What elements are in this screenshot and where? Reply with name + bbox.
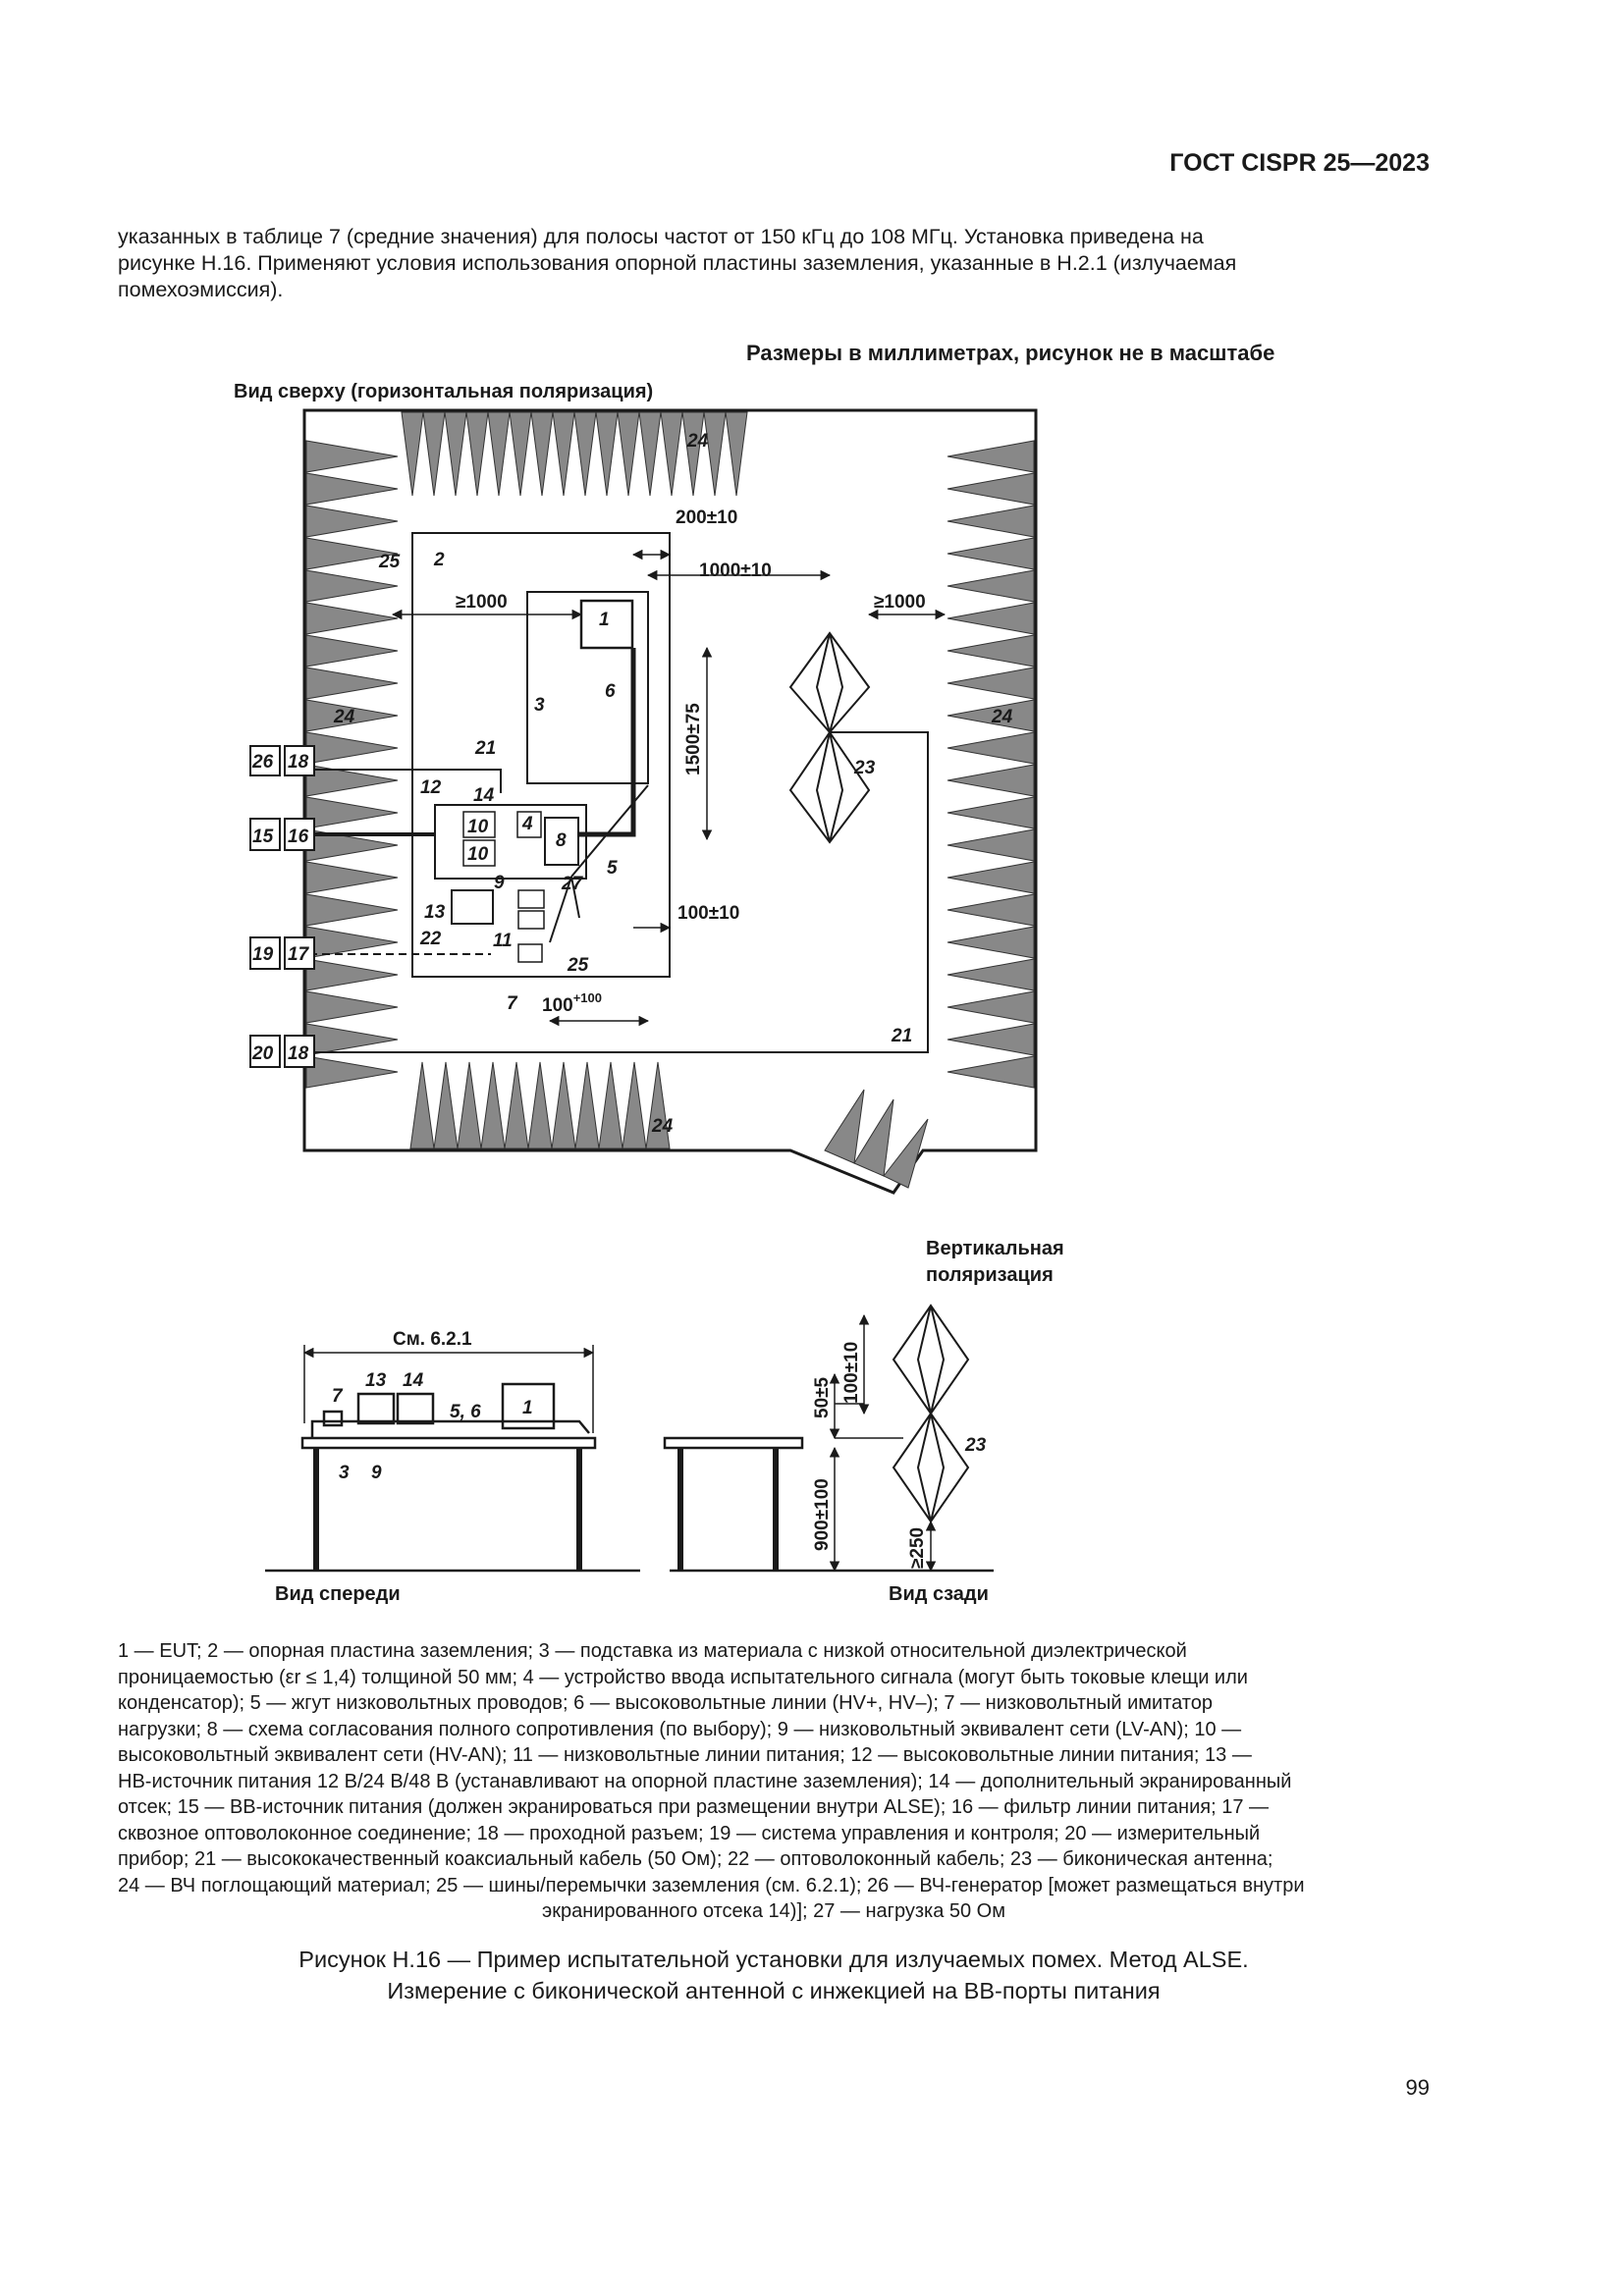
figure-legend xyxy=(118,1638,1430,1925)
label-21: 21 xyxy=(892,1026,913,1046)
absorber-cone xyxy=(306,603,398,634)
label-26: 26 xyxy=(252,752,274,773)
label-6: 6 xyxy=(605,681,616,702)
absorber-cone xyxy=(947,991,1034,1023)
biconical-antenna-top xyxy=(790,633,869,842)
caption-line: Рисунок Н.16 — Пример испытательной установки для излучаемых помех. Метод ALSE. xyxy=(298,1947,1249,1972)
absorber-cone xyxy=(306,1024,398,1055)
front-view-drawing xyxy=(265,1345,640,1571)
legend-line: проницаемостью (εr ≤ 1,4) толщиной 50 мм; 4 — устройство ввода испытательного сигнала (могут быть токовые клещи или xyxy=(118,1666,1248,1688)
dim-200: 200±10 xyxy=(676,507,738,528)
absorber-cone xyxy=(825,1090,864,1163)
absorber-cone xyxy=(552,1062,575,1148)
absorber-cone xyxy=(947,570,1034,602)
label-23: 23 xyxy=(965,1435,987,1456)
absorber-cone xyxy=(402,412,423,496)
legend-line: высоковольтный эквивалент сети (HV-AN); 11 — низковольтные линии питания; 12 — высоковольтные линии питания; 13 — xyxy=(118,1744,1252,1766)
label-19: 19 xyxy=(252,944,274,965)
absorber-cone xyxy=(481,1062,505,1148)
page-number: 99 xyxy=(1405,2075,1430,2100)
top-view-title: Вид сверху (горизонтальная поляризация) xyxy=(234,381,654,402)
label-14: 14 xyxy=(403,1370,424,1391)
intro-line: рисунке Н.16. Применяют условия использования опорной пластины заземления, указанные в Н.2.1 (излучаемая xyxy=(118,251,1237,275)
absorber-cone xyxy=(726,412,747,496)
coax-cable xyxy=(309,732,928,1052)
label-24: 24 xyxy=(992,707,1013,727)
absorber-cone xyxy=(306,797,398,828)
label-11: 11 xyxy=(493,931,513,951)
label-7: 7 xyxy=(507,993,517,1014)
label-14: 14 xyxy=(473,785,495,806)
absorber-cone xyxy=(505,1062,528,1148)
absorber-cone xyxy=(488,412,510,496)
absorber-cone xyxy=(947,1024,1034,1055)
vertical-pol-title: поляризация xyxy=(926,1264,1054,1286)
absorber-cone xyxy=(306,506,398,537)
label-20: 20 xyxy=(252,1043,274,1064)
label-27: 27 xyxy=(562,874,583,894)
standard-header: ГОСТ CISPR 25—2023 xyxy=(1169,149,1430,177)
label-24: 24 xyxy=(687,431,709,452)
lv-load-simulator xyxy=(518,944,542,962)
label-10: 10 xyxy=(467,844,489,865)
label-2: 2 xyxy=(434,550,445,570)
absorber-cone xyxy=(947,441,1034,472)
absorber-cone xyxy=(947,1056,1034,1088)
label-13: 13 xyxy=(424,902,446,923)
label-25: 25 xyxy=(568,955,589,976)
dim-100: 100±10 xyxy=(677,903,740,924)
dim-1000: 1000±10 xyxy=(699,561,772,581)
absorber-cone xyxy=(575,1062,599,1148)
legend-line: 1 — EUT; 2 — опорная пластина заземления; 3 — подставка из материала с низкой относительной диэлектрической xyxy=(118,1640,1187,1662)
front-view-label: Вид спереди xyxy=(275,1583,401,1605)
absorber-cone xyxy=(947,894,1034,926)
absorber-cone xyxy=(306,894,398,926)
label-15: 15 xyxy=(252,827,274,847)
legend-line: 24 — ВЧ поглощающий материал; 25 — шины/перемычки заземления (см. 6.2.1); 26 — ВЧ-генератор [может размещаться внутри xyxy=(118,1874,1305,1896)
caption-line: Измерение с биконической антенной с инжекцией на ВВ-порты питания xyxy=(387,1978,1161,2003)
absorber-cone xyxy=(947,667,1034,699)
absorber-cone xyxy=(410,1062,434,1148)
figure-caption xyxy=(118,1944,1430,2006)
dim-100-rear: 100±10 xyxy=(841,1341,862,1404)
dim-100-plus: $100^{+100}$ xyxy=(542,990,602,1016)
label-5: 5 xyxy=(607,858,618,879)
legend-line: НВ-источник питания 12 В/24 В/48 В (устанавливают на опорной пластине заземления); 14 — дополнительный экранированный xyxy=(118,1770,1292,1792)
absorber-cone xyxy=(306,732,398,764)
label-1: 1 xyxy=(599,610,610,630)
absorber-cone xyxy=(618,412,639,496)
label-4: 4 xyxy=(522,814,533,834)
absorber-cone xyxy=(306,441,398,472)
label-17: 17 xyxy=(288,944,309,965)
absorber-cone xyxy=(623,1062,646,1148)
absorber-cone xyxy=(704,412,726,496)
label-9: 9 xyxy=(494,873,505,893)
hv-lines xyxy=(569,648,633,834)
label-25: 25 xyxy=(379,552,401,572)
absorber-cone xyxy=(306,570,398,602)
absorber-cone xyxy=(947,635,1034,667)
absorber-cone xyxy=(947,829,1034,861)
absorber-cone xyxy=(306,667,398,699)
label-8: 8 xyxy=(556,830,567,851)
legend-line: нагрузки; 8 — схема согласования полного сопротивления (по выбору); 9 — низковольтный эквивалент сети (LV-AN); 10 — xyxy=(118,1718,1242,1740)
intro-line: указанных в таблице 7 (средние значения) для полосы частот от 150 кГц до 108 МГц. Установка приведена на xyxy=(118,225,1204,248)
vertical-pol-title: Вертикальная xyxy=(926,1238,1064,1259)
lv-an-box xyxy=(518,911,544,929)
absorber-cone xyxy=(306,1056,398,1088)
absorber-cone xyxy=(531,412,553,496)
absorber-cone xyxy=(947,765,1034,796)
absorber-cone xyxy=(682,412,704,496)
dim-900: 900±100 xyxy=(812,1478,833,1551)
absorber-cone xyxy=(947,700,1034,731)
absorber-cone xyxy=(639,412,661,496)
absorber-cone xyxy=(553,412,574,496)
label-23: 23 xyxy=(854,758,876,778)
legend-line: отсек; 15 — ВВ-источник питания (должен экранироваться при размещении внутри ALSE); 16 — фильтр линии питания; 17 — xyxy=(118,1796,1270,1818)
absorber-cone xyxy=(596,412,618,496)
absorber-cone xyxy=(947,473,1034,505)
label-22: 22 xyxy=(420,929,442,949)
label-1: 1 xyxy=(522,1398,533,1418)
absorber-cone xyxy=(947,603,1034,634)
label-5-6: 5, 6 xyxy=(450,1402,481,1422)
absorber-cone xyxy=(466,412,488,496)
label-24: 24 xyxy=(334,707,355,727)
dim-50: 50±5 xyxy=(812,1376,833,1418)
dim-1500: 1500±75 xyxy=(683,703,704,775)
absorber-cone xyxy=(947,538,1034,569)
absorber-cone xyxy=(458,1062,481,1148)
absorber-cone xyxy=(574,412,596,496)
label-13: 13 xyxy=(365,1370,387,1391)
absorber-cone xyxy=(306,862,398,893)
absorber-cone xyxy=(947,959,1034,990)
absorber-cone xyxy=(434,1062,458,1148)
absorber-cone xyxy=(599,1062,623,1148)
label-16: 16 xyxy=(288,827,309,847)
absorber-cone xyxy=(947,732,1034,764)
absorber-cone xyxy=(306,959,398,990)
absorber-cone xyxy=(306,635,398,667)
lv-an-box xyxy=(518,890,544,908)
absorber-cone xyxy=(528,1062,552,1148)
absorber-cone xyxy=(306,473,398,505)
absorber-cone xyxy=(306,991,398,1023)
legend-line: конденсатор); 5 — жгут низковольтных проводов; 6 — высоковольтные линии (HV+, HV–); 7 — низковольтный имитатор xyxy=(118,1692,1213,1714)
absorber-cone xyxy=(947,927,1034,958)
legend-line: сквозное оптоволоконное соединение; 18 — проходной разъем; 19 — система управления и контроля; 20 — измерительный xyxy=(118,1822,1261,1844)
label-10: 10 xyxy=(467,817,489,837)
label-3: 3 xyxy=(339,1463,350,1483)
dim-250: ≥250 xyxy=(907,1526,928,1569)
absorber-cone xyxy=(423,412,445,496)
lv-power-source xyxy=(452,890,493,924)
intro-line: помехоэмиссия). xyxy=(118,278,284,301)
legend-line: прибор; 21 — высококачественный коаксиальный кабель (50 Ом); 22 — оптоволоконный кабель; 23 — биконическая антенна; xyxy=(118,1848,1273,1870)
absorber-cone xyxy=(947,862,1034,893)
label-24: 24 xyxy=(652,1116,674,1137)
absorber-cone xyxy=(947,797,1034,828)
label-18: 18 xyxy=(288,1043,309,1064)
absorber-cone xyxy=(661,412,682,496)
label-9: 9 xyxy=(371,1463,382,1483)
dimensions-note: Размеры в миллиметрах, рисунок не в масштабе xyxy=(746,341,1275,365)
legend-line: экранированного отсека 14)]; 27 — нагрузка 50 Ом xyxy=(542,1900,1005,1922)
label-12: 12 xyxy=(420,777,442,798)
dim-ge1000: ≥1000 xyxy=(874,592,926,613)
label-7: 7 xyxy=(332,1386,343,1407)
label-21: 21 xyxy=(475,738,497,759)
dim-ge1000: ≥1000 xyxy=(456,592,508,613)
absorber-cone xyxy=(947,506,1034,537)
absorber-cone xyxy=(445,412,466,496)
rear-view-label: Вид сзади xyxy=(889,1583,989,1605)
see-ref: См. 6.2.1 xyxy=(393,1329,472,1350)
absorber-cone xyxy=(510,412,531,496)
label-3: 3 xyxy=(534,695,545,716)
label-18: 18 xyxy=(288,752,309,773)
